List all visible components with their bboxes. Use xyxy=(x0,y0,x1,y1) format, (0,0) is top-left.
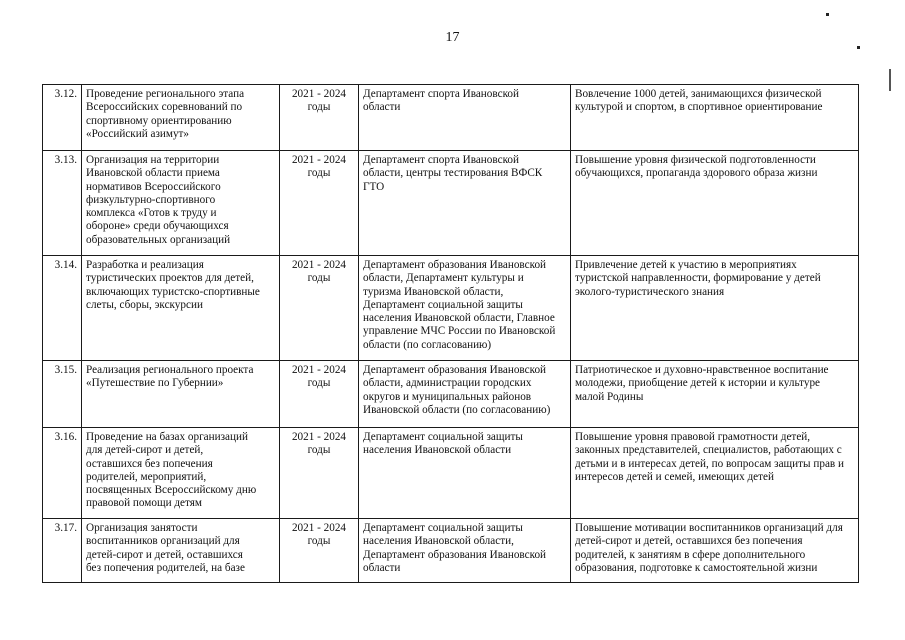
scan-speck xyxy=(826,13,829,16)
activity-cell: Проведение на базах организаций для детей-сирот и детей, оставшихся без попечения родителей, мероприятий, посвященных Всероссийскому дню правовой помощи детям xyxy=(86,431,257,510)
table-row xyxy=(43,428,859,519)
activity-cell: Организация на территории Ивановской области приема нормативов Всероссийского физкультурно-спортивного комплекса «Готов к труду и обороне» среди обучающихся образовательных организаций xyxy=(86,154,231,246)
result-cell: Патриотическое и духовно-нравственное воспитание молодежи, приобщение детей к истории и культуре малой Родины xyxy=(575,364,829,403)
scan-mark xyxy=(889,69,891,91)
page-number: 17 xyxy=(445,30,460,45)
row-number: 3.14. xyxy=(43,256,82,361)
table-row xyxy=(43,151,859,256)
period-cell: 2021 - 2024 годы xyxy=(291,431,347,457)
activity-cell: Реализация регионального проекта «Путешествие по Губернии» xyxy=(86,364,254,390)
row-number: 3.16. xyxy=(43,428,82,519)
row-number: 3.12. xyxy=(43,85,82,151)
row-number: 3.17. xyxy=(43,519,82,583)
activity-cell: Разработка и реализация туристических проектов для детей, включающих туристско-спортивные слеты, сборы, экскурсии xyxy=(86,259,260,311)
period-cell: 2021 - 2024 годы xyxy=(291,364,347,390)
table-row xyxy=(43,361,859,428)
department-cell: Департамент социальной защиты населения Ивановской области xyxy=(363,431,523,457)
activity-cell: Организация занятости воспитанников организаций для детей-сирот и детей, оставшихся без попечения родителей, на базе xyxy=(86,522,245,574)
table-row xyxy=(43,256,859,361)
department-cell: Департамент социальной защиты населения Ивановской области, Департамент образования Ивановской области xyxy=(363,522,547,574)
row-number: 3.13. xyxy=(43,151,82,256)
period-cell: 2021 - 2024 годы xyxy=(291,88,347,114)
result-cell: Повышение мотивации воспитанников организаций для детей-сирот и детей, оставшихся без попечения родителей, к занятиям в сфере дополнительного образования, подготовке к самостоятельной жизни xyxy=(575,522,843,574)
scan-speck xyxy=(857,46,860,49)
department-cell: Департамент спорта Ивановской области xyxy=(363,88,520,114)
period-cell: 2021 - 2024 годы xyxy=(291,154,347,180)
department-cell: Департамент спорта Ивановской области, центры тестирования ВФСК ГТО xyxy=(363,154,543,193)
table-row xyxy=(43,85,859,151)
period-cell: 2021 - 2024 годы xyxy=(291,259,347,285)
result-cell: Вовлечение 1000 детей, занимающихся физической культурой и спортом, в спортивное ориентирование xyxy=(575,88,823,114)
result-cell: Привлечение детей к участию в мероприятиях туристской направленности, формирование у детей эколого-туристического знания xyxy=(575,259,821,298)
period-cell: 2021 - 2024 годы xyxy=(291,522,347,548)
result-cell: Повышение уровня правовой грамотности детей, законных представителей, специалистов, работающих с детьми и в интересах детей, по вопросам защиты прав и интересов детей и семей, имеющих детей xyxy=(575,431,844,483)
department-cell: Департамент образования Ивановской области, Департамент культуры и туризма Ивановской области, Департамент социальной защиты населения Ивановской области, Главное управление МЧС России по Ивановской области (по согласованию) xyxy=(363,259,556,351)
measures-table xyxy=(42,84,859,583)
table-row xyxy=(43,519,859,583)
activity-cell: Проведение регионального этапа Всероссийских соревнований по спортивному ориентированию «Российский азимут» xyxy=(86,88,245,140)
result-cell: Повышение уровня физической подготовленности обучающихся, пропаганда здорового образа жизни xyxy=(575,154,818,180)
row-number: 3.15. xyxy=(43,361,82,428)
department-cell: Департамент образования Ивановской области, администрации городских округов и муниципальных районов Ивановской области (по согласованию) xyxy=(363,364,551,416)
